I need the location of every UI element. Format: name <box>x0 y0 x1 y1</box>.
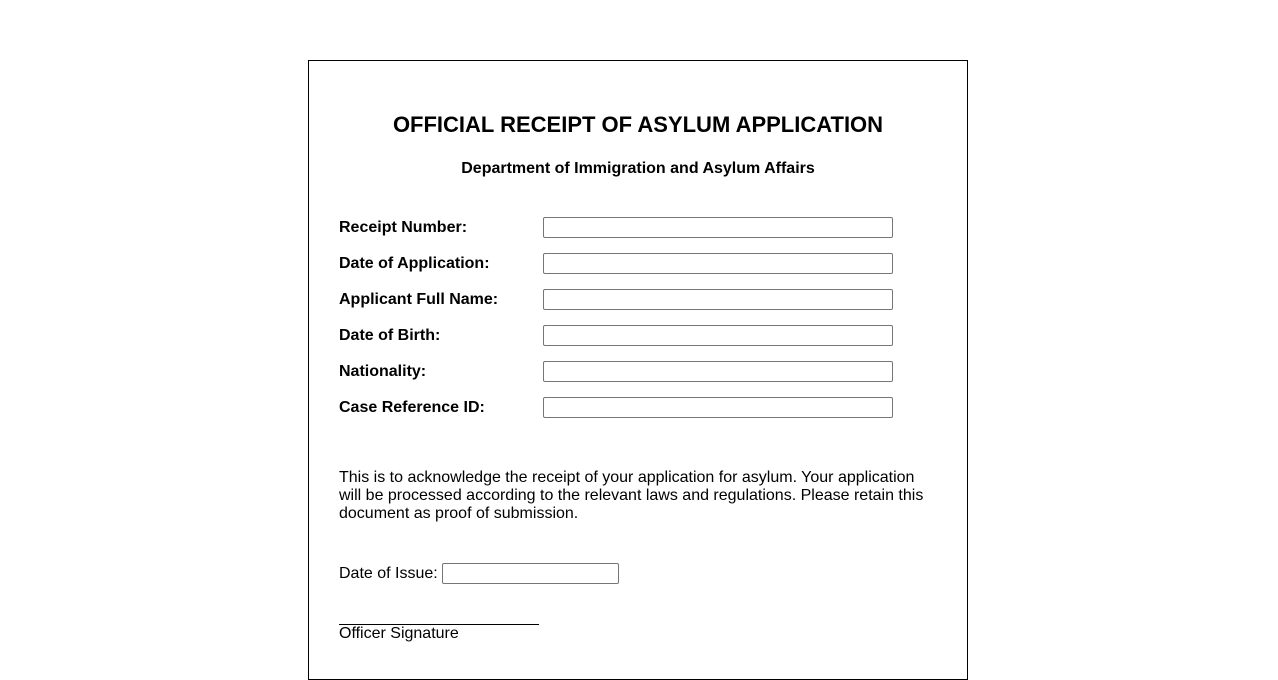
date-of-birth-input[interactable] <box>543 325 893 346</box>
field-row-date-of-birth <box>339 327 899 349</box>
receipt-document <box>308 60 968 680</box>
nationality-input[interactable] <box>543 361 893 382</box>
date-of-application-input[interactable] <box>543 253 893 274</box>
receipt-number-label: Receipt Number: <box>339 219 468 236</box>
field-row-receipt-number <box>339 219 899 241</box>
date-of-birth-label: Date of Birth: <box>339 327 441 344</box>
applicant-full-name-label: Applicant Full Name: <box>339 291 499 308</box>
date-of-issue-label: Date of Issue: <box>339 565 438 582</box>
field-row-case-reference-id <box>339 399 899 421</box>
document-subtitle: Department of Immigration and Asylum Affairs <box>461 160 815 177</box>
document-title: OFFICIAL RECEIPT OF ASYLUM APPLICATION <box>392 112 884 137</box>
case-reference-id-label: Case Reference ID: <box>339 399 485 416</box>
field-row-applicant-full-name <box>339 291 899 313</box>
nationality-label: Nationality: <box>339 363 427 380</box>
receipt-number-input[interactable] <box>543 217 893 238</box>
case-reference-id-input[interactable] <box>543 397 893 418</box>
officer-signature-label: Officer Signature <box>339 625 459 642</box>
applicant-full-name-input[interactable] <box>543 289 893 310</box>
acknowledgement-text: This is to acknowledge the receipt of your application for asylum. Your application will be processed according to the relevant laws and regulations. Please retain this document as proof of submission. <box>339 469 924 522</box>
field-row-date-of-application <box>339 255 899 277</box>
field-row-nationality <box>339 363 899 385</box>
date-of-issue-input[interactable] <box>442 563 619 584</box>
date-of-application-label: Date of Application: <box>339 255 490 272</box>
